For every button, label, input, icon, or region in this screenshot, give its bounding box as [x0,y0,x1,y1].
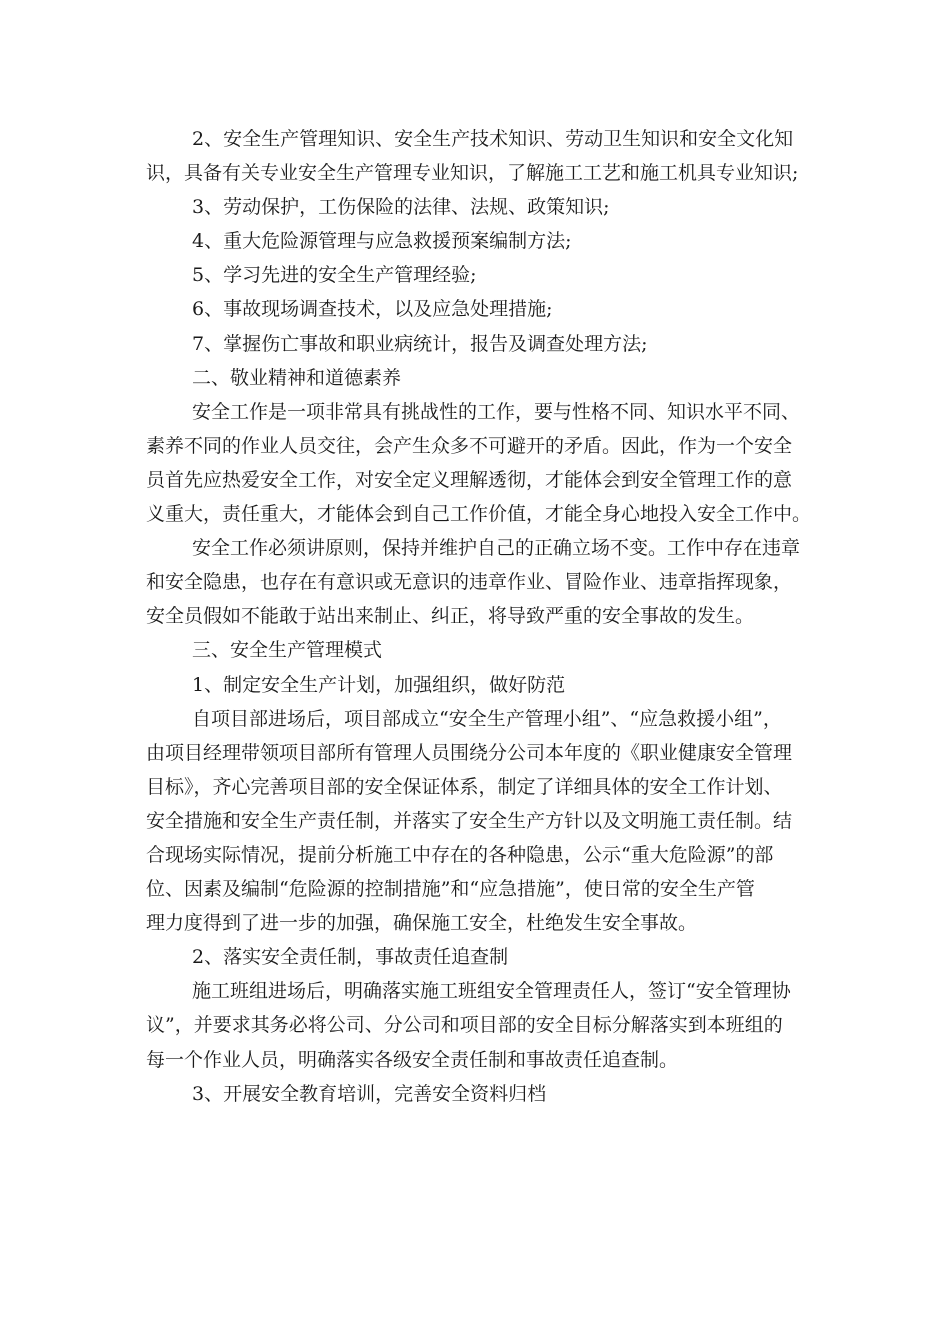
text-line: 施工班组进场后，明确落实施工班组安全管理责任人，签订“安全管理协 [192,980,791,1003]
text-line: 3、劳动保护，工伤保险的法律、法规、政策知识; [192,196,610,219]
text-line: 素养不同的作业人员交往，会产生众多不可避开的矛盾。因此，作为一个安全 [146,434,793,457]
text-line: 7、掌握伤亡事故和职业病统计，报告及调查处理方法; [192,332,648,355]
text-line: 和安全隐患，也存在有意识或无意识的违章作业、冒险作业、违章指挥现象， [146,571,793,594]
text-line: 2、安全生产管理知识、安全生产技术知识、劳动卫生知识和安全文化知 [192,128,794,150]
text-line: 1、制定安全生产计划，加强组织，做好防范 [192,673,566,696]
text-line: 由项目经理带领项目部所有管理人员围绕分公司本年度的《职业健康安全管理 [146,741,793,764]
document-body [146,122,816,1111]
text-line: 每一个作业人员，明确落实各级安全责任制和事故责任追查制。 [146,1048,679,1071]
text-line: 安全员假如不能敢于站出来制止、纠正，将导致严重的安全事故的发生。 [146,605,755,628]
text-line: 三、安全生产管理模式 [192,639,383,662]
text-line: 3、开展安全教育培训，完善安全资料归档 [192,1082,547,1105]
text-line: 议”，并要求其务必将公司、分公司和项目部的安全目标分解落实到本班组的 [146,1014,783,1037]
text-line: 5、学习先进的安全生产管理经验; [192,264,477,287]
text-line: 安全工作必须讲原则，保持并维护自己的正确立场不变。工作中存在违章 [192,537,801,560]
text-line: 二、敬业精神和道德素养 [192,366,402,389]
text-line: 2、落实安全责任制，事故责任追查制 [192,946,509,969]
text-line: 义重大，责任重大，才能体会到自己工作价值，才能全身心地投入安全工作中。 [146,503,812,526]
text-line: 4、重大危险源管理与应急救援预案编制方法; [192,230,572,253]
text-line: 安全措施和安全生产责任制，并落实了安全生产方针以及文明施工责任制。结 [146,809,793,832]
text-line: 理力度得到了进一步的加强，确保施工安全，杜绝发生安全事故。 [146,912,698,935]
text-line: 目标》，齐心完善项目部的安全保证体系，制定了详细具体的安全工作计划、 [146,775,783,798]
text-line: 位、因素及编制“危险源的控制措施”和“应急措施”，使日常的安全生产管 [146,878,755,901]
text-line: 员首先应热爱安全工作，对安全定义理解透彻，才能体会到安全管理工作的意 [146,468,793,491]
text-line: 6、事故现场调查技术，以及应急处理措施; [192,298,553,321]
text-line: 安全工作是一项非常具有挑战性的工作，要与性格不同、知识水平不同、 [192,400,801,423]
text-line: 合现场实际情况，提前分析施工中存在的各种隐患，公示“重大危险源”的部 [146,843,774,866]
text-line: 识，具备有关专业安全生产管理专业知识，了解施工工艺和施工机具专业知识; [146,162,799,185]
text-line: 自项目部进场后，项目部成立“安全生产管理小组”、“应急救援小组”， [192,707,782,730]
